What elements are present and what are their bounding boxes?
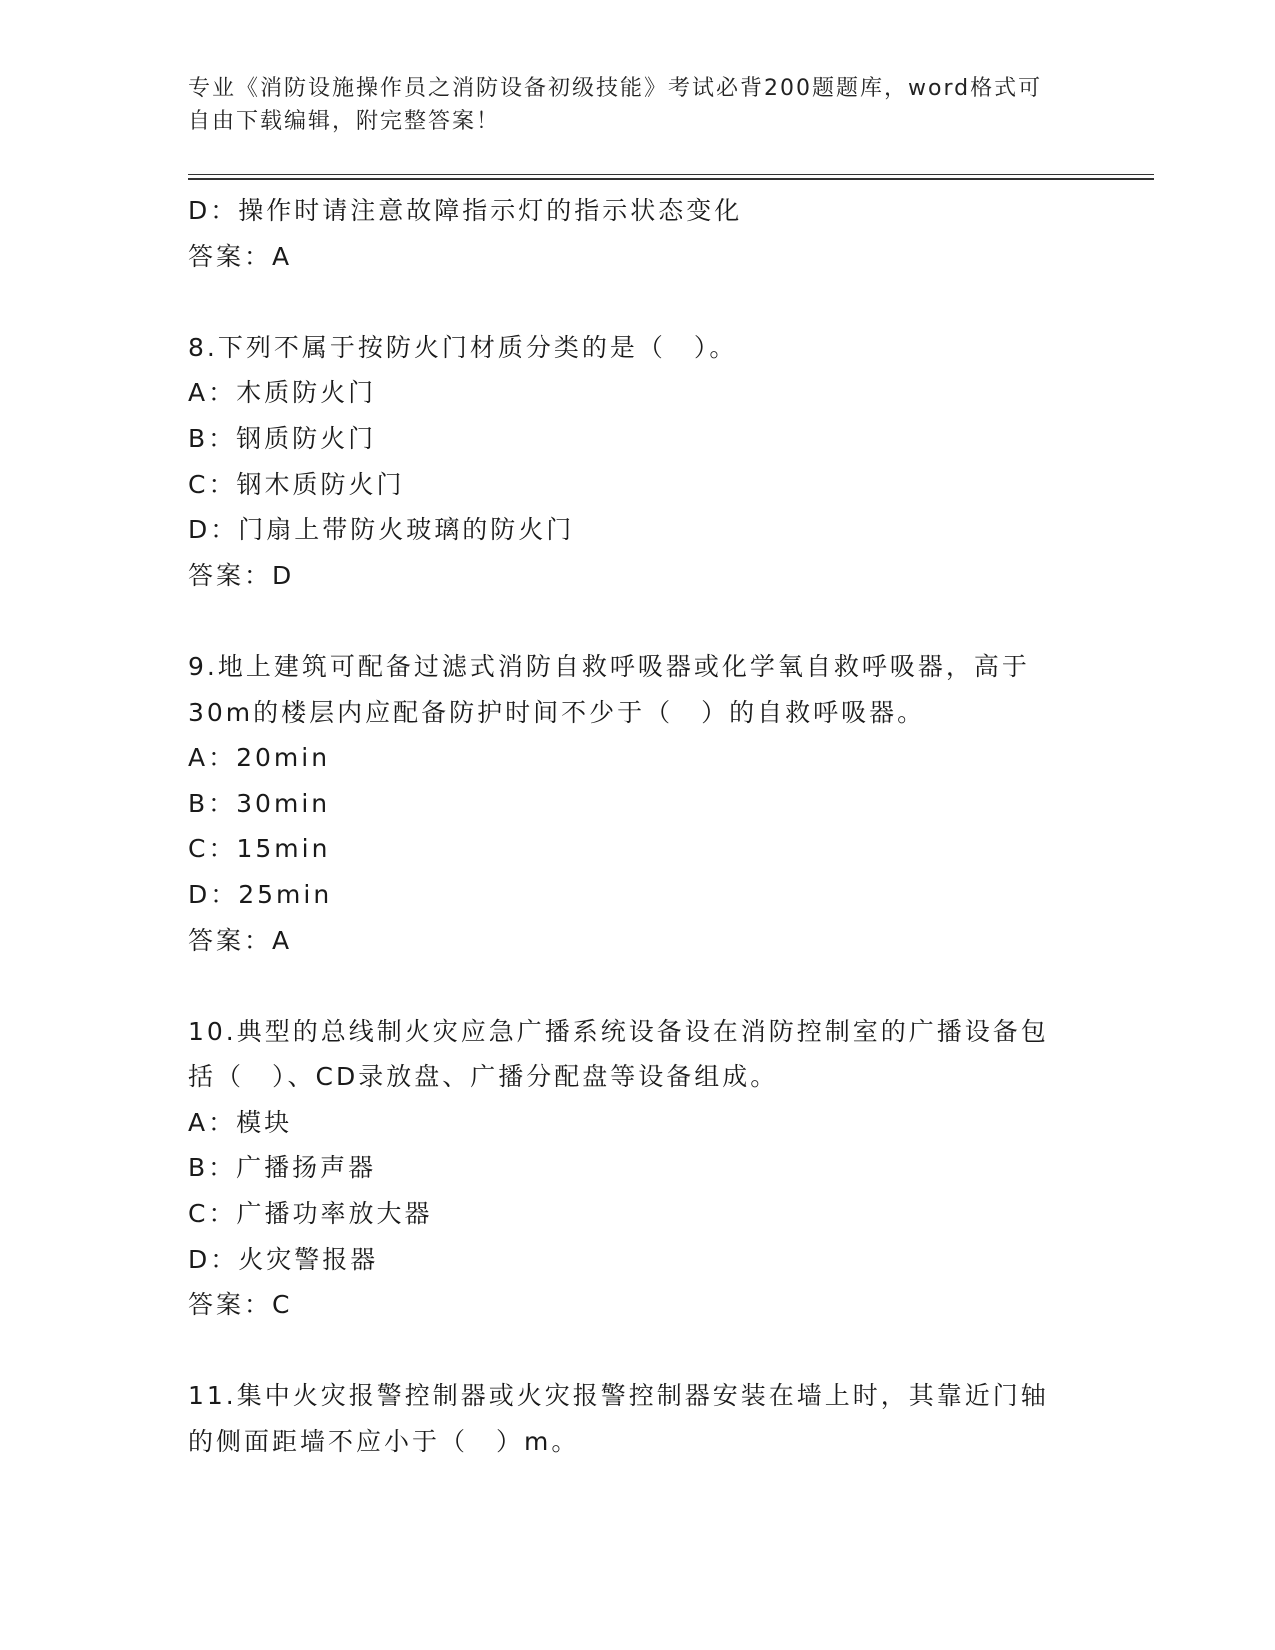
question-list bbox=[188, 188, 1088, 1465]
header-line-2: 自由下载编辑，附完整答案！ bbox=[188, 109, 501, 134]
option-c: C：钢木质防火门 bbox=[188, 469, 405, 499]
question-9 bbox=[188, 644, 1088, 963]
option-c: C：广播功率放大器 bbox=[188, 1199, 433, 1229]
option-b: B：钢质防火门 bbox=[188, 423, 377, 453]
question-stem-continued: 30m的楼层内应配备防护时间不少于（ ）的自救呼吸器。 bbox=[188, 697, 926, 727]
option-a: A：20min bbox=[188, 743, 331, 773]
spacer bbox=[188, 279, 1088, 325]
option-b: B：广播扬声器 bbox=[188, 1153, 377, 1183]
spacer bbox=[188, 963, 1088, 1009]
question-stem: 10.典型的总线制火灾应急广播系统设备设在消防控制室的广播设备包 bbox=[188, 1016, 1049, 1046]
header-line-1: 专业《消防设施操作员之消防设备初级技能》考试必背200题题库，word格式可 bbox=[188, 76, 1043, 101]
spacer bbox=[188, 598, 1088, 644]
question-stem: 9.地上建筑可配备过滤式消防自救呼吸器或化学氧自救呼吸器，高于 bbox=[188, 651, 1030, 681]
header-divider-thick bbox=[188, 178, 1154, 180]
answer-line: 答案：D bbox=[188, 560, 295, 590]
option-b: B：30min bbox=[188, 788, 331, 818]
answer-line: 答案：A bbox=[188, 241, 293, 271]
question-11 bbox=[188, 1373, 1088, 1464]
question-stem: 11.集中火灾报警控制器或火灾报警控制器安装在墙上时，其靠近门轴 bbox=[188, 1381, 1049, 1411]
question-10 bbox=[188, 1009, 1088, 1328]
option-d: D：25min bbox=[188, 879, 333, 909]
option-c: C：15min bbox=[188, 834, 331, 864]
question-stem-continued: 括（ ）、CD录放盘、广播分配盘等设备组成。 bbox=[188, 1062, 779, 1092]
question-8 bbox=[188, 325, 1088, 599]
answer-line: 答案：C bbox=[188, 1290, 293, 1320]
question-stem: 8.下列不属于按防火门材质分类的是（ ）。 bbox=[188, 332, 738, 362]
spacer bbox=[188, 1328, 1088, 1374]
document-header bbox=[188, 72, 1088, 138]
answer-line: 答案：A bbox=[188, 925, 293, 955]
option-d: D：操作时请注意故障指示灯的指示状态变化 bbox=[188, 196, 743, 225]
option-a: A：木质防火门 bbox=[188, 378, 377, 408]
option-d: D：火灾警报器 bbox=[188, 1244, 379, 1274]
header-divider-thin bbox=[188, 174, 1154, 175]
option-a: A：模块 bbox=[188, 1107, 293, 1137]
question-stem-continued: 的侧面距墙不应小于（ ）m。 bbox=[188, 1427, 580, 1457]
option-d: D：门扇上带防火玻璃的防火门 bbox=[188, 515, 575, 545]
